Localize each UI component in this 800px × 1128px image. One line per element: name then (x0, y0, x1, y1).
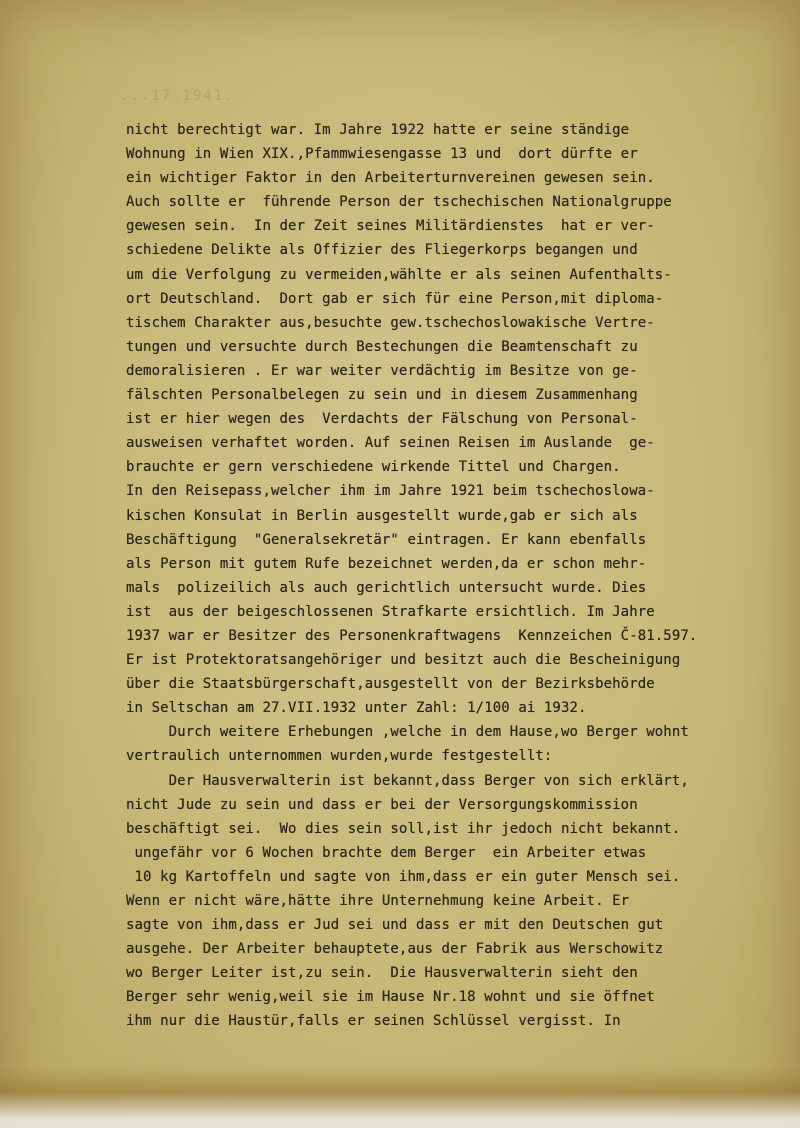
text-line: als Person mit gutem Rufe bezeichnet werden,da er schon mehr- (126, 555, 647, 572)
faded-header-mark: ...17.1941. (120, 88, 235, 104)
text-line: ausgehe. Der Arbeiter behauptete,aus der Fabrik aus Werschowitz (126, 941, 664, 958)
text-line: tischem Charakter aus,besuchte gew.tschechoslowakische Vertre- (126, 314, 655, 331)
text-line: ist er hier wegen des Verdachts der Fälschung von Personal- (126, 411, 638, 428)
text-line: Durch weitere Erhebungen ,welche in dem Hause,wo Berger wohnt (126, 724, 689, 741)
text-line: brauchte er gern verschiedene wirkende Tittel und Chargen. (126, 459, 621, 476)
text-line: in Seltschan am 27.VII.1932 unter Zahl: 1/100 ai 1932. (126, 700, 587, 717)
text-line: sagte von ihm,dass er Jud sei und dass er mit den Deutschen gut (126, 917, 664, 934)
text-line: Wohnung in Wien XIX.,Pfammwiesengasse 13 und dort dürfte er (126, 146, 638, 163)
text-line: gewesen sein. In der Zeit seines Militärdienstes hat er ver- (126, 218, 655, 235)
text-line: vertraulich unternommen wurden,wurde festgestellt: (126, 748, 553, 765)
text-line: schiedene Delikte als Offizier des Fliegerkorps begangen und (126, 242, 638, 259)
text-line: Beschäftigung "Generalsekretär" eintragen. Er kann ebenfalls (126, 531, 647, 548)
text-line: Auch sollte er führende Person der tschechischen Nationalgruppe (126, 194, 672, 211)
text-line: kischen Konsulat in Berlin ausgestellt wurde,gab er sich als (126, 507, 638, 524)
text-line: 10 kg Kartoffeln und sagte von ihm,dass er ein guter Mensch sei. (126, 868, 681, 885)
text-line: wo Berger Leiter ist,zu sein. Die Hausverwalterin sieht den (126, 965, 638, 982)
text-line: nicht Jude zu sein und dass er bei der Versorgungskommission (126, 796, 638, 813)
text-line: Der Hausverwalterin ist bekannt,dass Berger von sich erklärt, (126, 772, 689, 789)
text-line: ein wichtiger Faktor in den Arbeiterturnvereinen gewesen sein. (126, 170, 655, 187)
text-line: ihm nur die Haustür,falls er seinen Schlüssel vergisst. In (126, 1013, 621, 1030)
text-line: Berger sehr wenig,weil sie im Hause Nr.18 wohnt und sie öffnet (126, 989, 655, 1006)
text-line: ist aus der beigeschlossenen Strafkarte ersichtlich. Im Jahre (126, 603, 655, 620)
text-line: fälschten Personalbelegen zu sein und in diesem Zusammenhang (126, 387, 638, 404)
text-line: Wenn er nicht wäre,hätte ihre Unternehmung keine Arbeit. Er (126, 893, 630, 909)
text-line: ausweisen verhaftet worden. Auf seinen Reisen im Auslande ge- (126, 435, 655, 452)
document-body (126, 118, 786, 1034)
text-line: über die Staatsbürgerschaft,ausgestellt von der Bezirksbehörde (126, 676, 655, 693)
text-line: ort Deutschland. Dort gab er sich für eine Person,mit diploma- (126, 290, 664, 307)
text-line: um die Verfolgung zu vermeiden,wählte er als seinen Aufenthalts- (126, 266, 672, 283)
text-line: demoralisieren . Er war weiter verdächtig im Besitze von ge- (126, 362, 638, 379)
text-line: mals polizeilich als auch gerichtlich untersucht wurde. Dies (126, 579, 647, 596)
page-bottom-edge (0, 1068, 800, 1128)
text-line: In den Reisepass,welcher ihm im Jahre 1921 beim tschechoslowa- (126, 483, 655, 500)
text-line: tungen und versuchte durch Bestechungen die Beamtenschaft zu (126, 338, 638, 355)
text-line: 1937 war er Besitzer des Personenkraftwagens Kennzeichen Č-81.597. (126, 627, 698, 644)
text-line: ungefähr vor 6 Wochen brachte dem Berger ein Arbeiter etwas (126, 844, 647, 861)
text-line: beschäftigt sei. Wo dies sein soll,ist ihr jedoch nicht bekannt. (126, 820, 681, 837)
text-line: nicht berechtigt war. Im Jahre 1922 hatte er seine ständige (126, 122, 630, 138)
text-line: Er ist Protektoratsangehöriger und besitzt auch die Bescheinigung (126, 652, 681, 669)
